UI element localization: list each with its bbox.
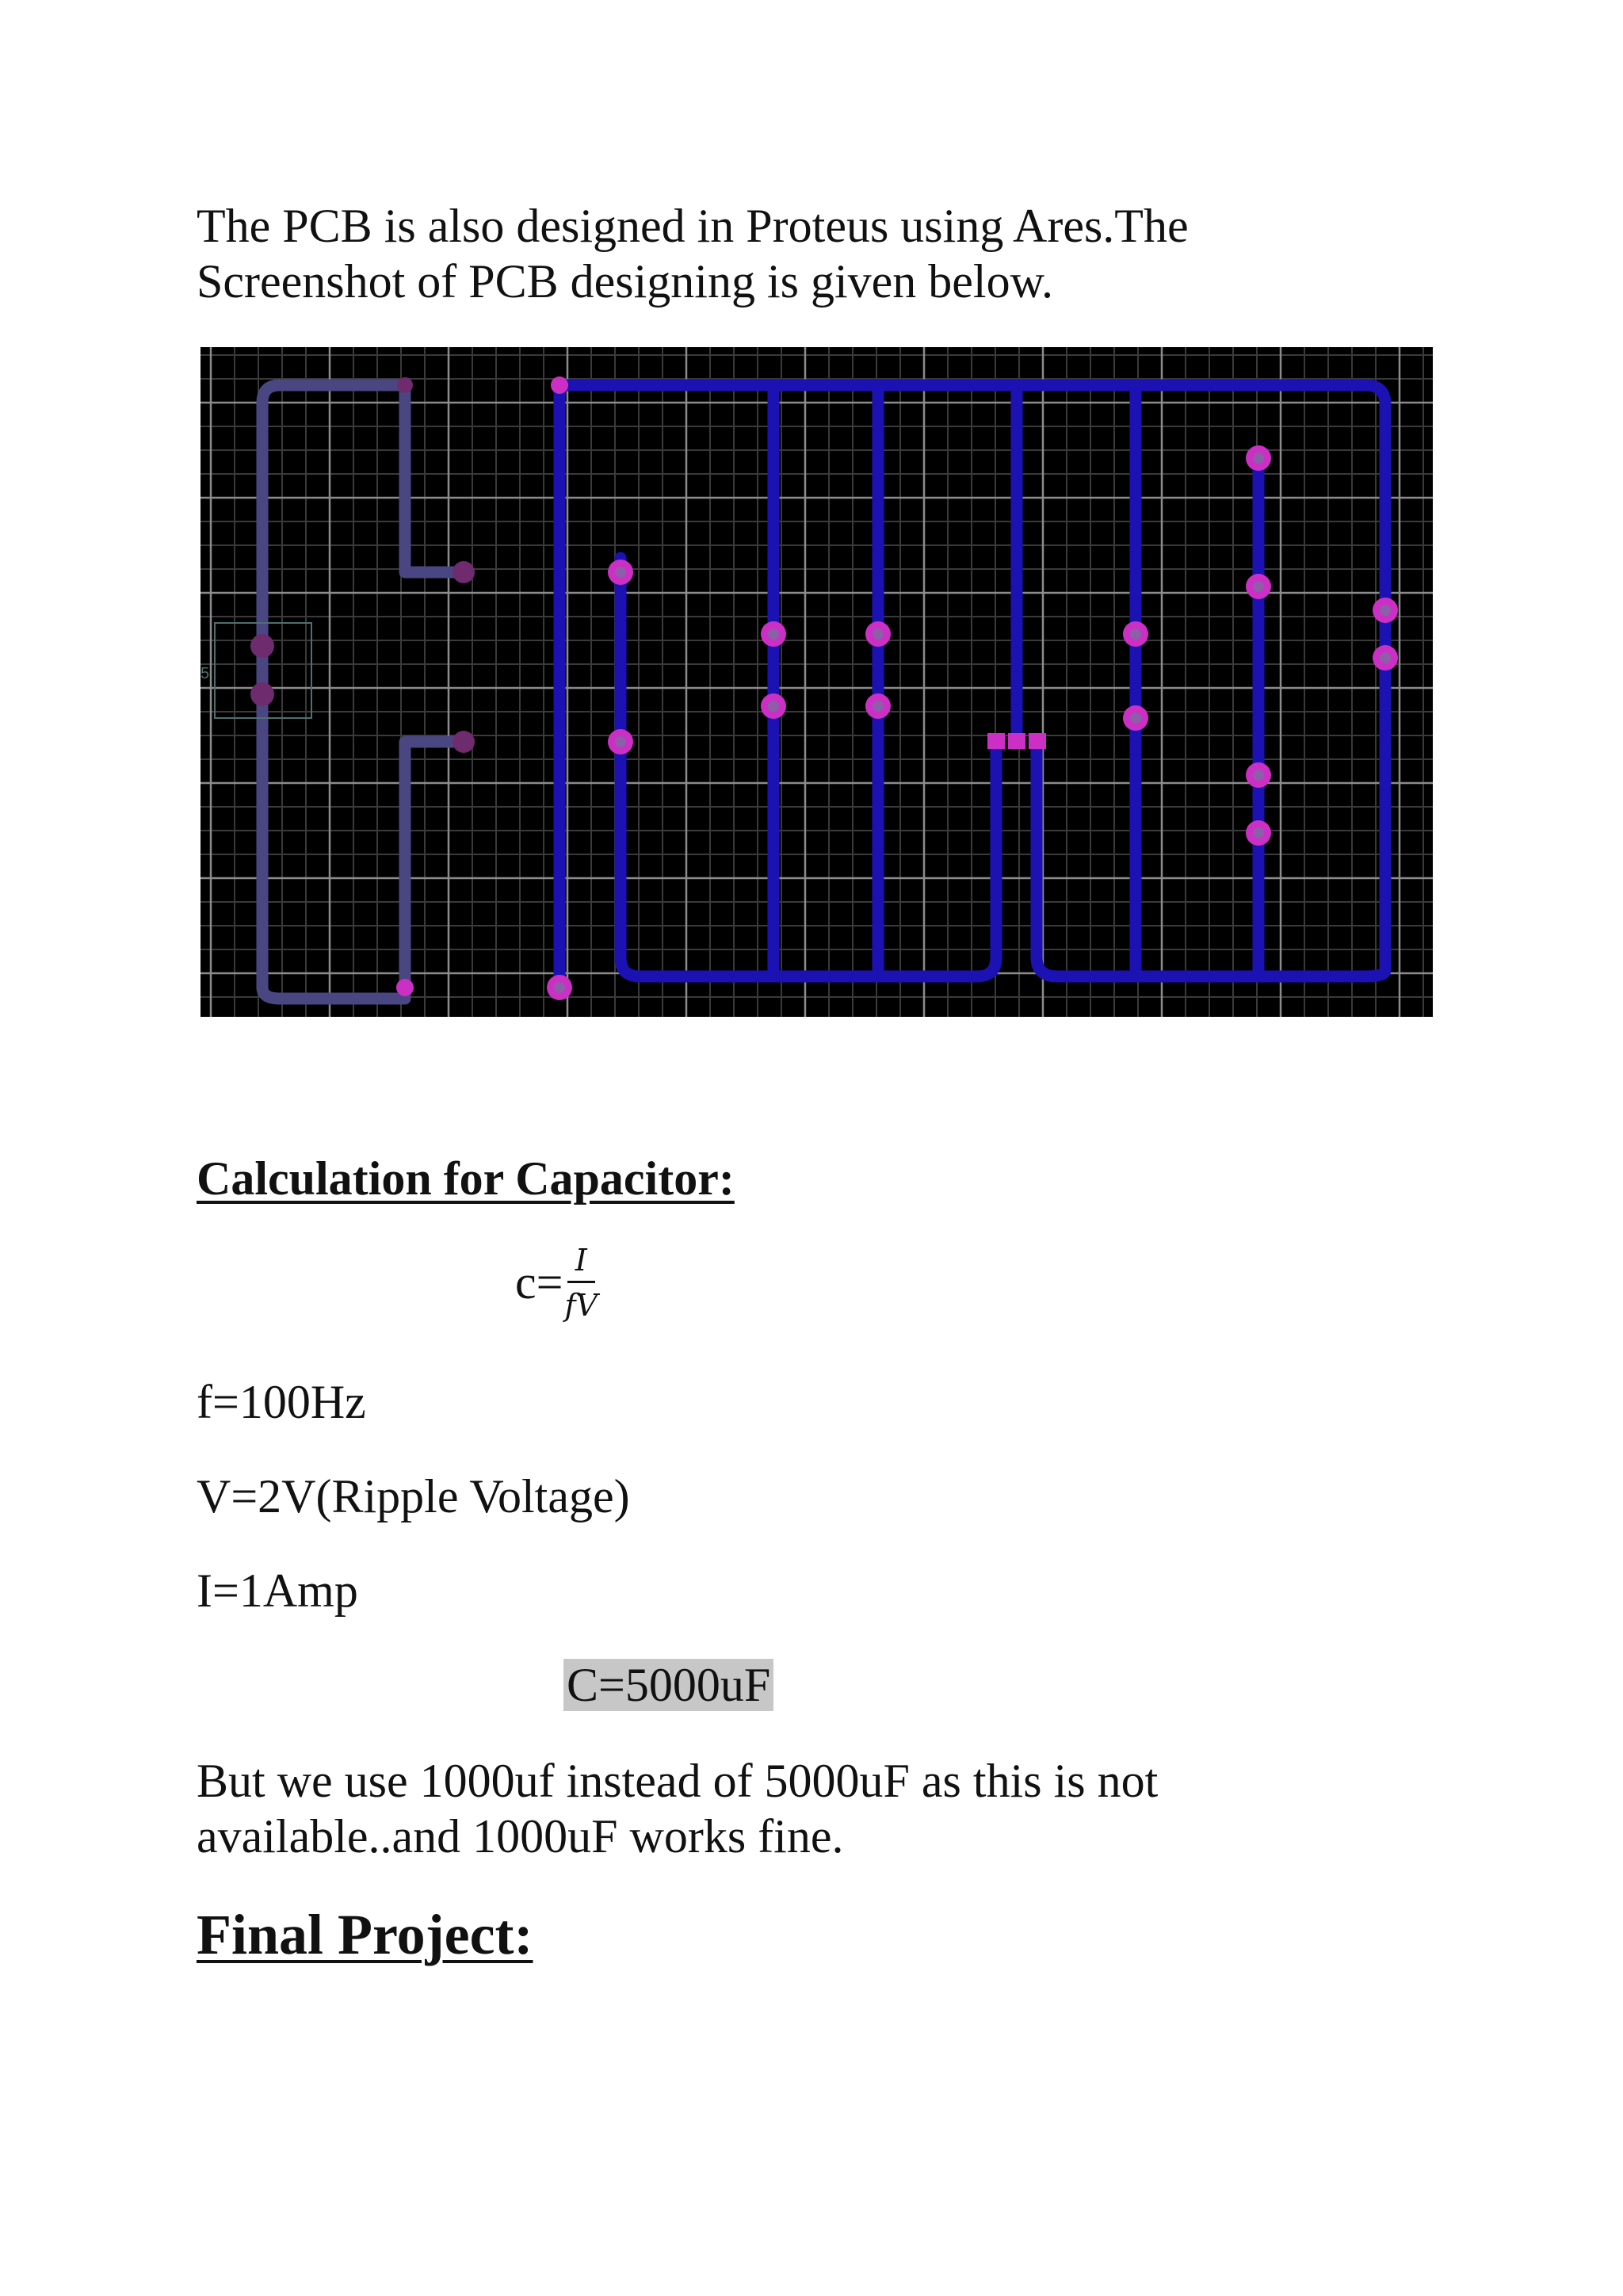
pad-hole	[1253, 453, 1264, 464]
note-line-1: But we use 1000uf instead of 5000uF as this is not	[197, 1755, 1159, 1807]
pad	[250, 682, 274, 706]
pad-hole	[1253, 827, 1264, 839]
pad-square	[987, 733, 1005, 749]
pad-hole	[1380, 652, 1391, 663]
final-project-heading: Final Project:	[197, 1903, 533, 1966]
formula-lhs: c=	[515, 1256, 563, 1308]
pad	[453, 731, 475, 753]
current-value: I=1Amp	[197, 1564, 358, 1617]
pad-hole	[873, 701, 884, 712]
capacitance-result-highlight: C=5000uF	[563, 1659, 773, 1711]
formula-numerator: I	[567, 1243, 595, 1283]
pad	[551, 376, 568, 394]
pad-hole	[554, 982, 565, 993]
note-line-2: available..and 1000uF works fine.	[197, 1810, 844, 1862]
intro-line-2: Screenshot of PCB designing is given below.	[197, 255, 1054, 308]
voltage-value: V=2V(Ripple Voltage)	[197, 1470, 630, 1522]
pad-hole	[615, 567, 626, 578]
pad-square	[1029, 733, 1046, 749]
pad-hole	[1380, 605, 1391, 616]
pad-hole	[1130, 628, 1141, 640]
capacitance-result	[563, 1657, 773, 1713]
pcb-background	[200, 347, 1433, 1017]
pad	[453, 561, 475, 583]
pad-hole	[768, 628, 779, 640]
intro-line-1: The PCB is also designed in Proteus using Ares.The	[197, 200, 1189, 252]
pad	[396, 979, 414, 996]
pcb-outline-label: 5	[200, 665, 210, 682]
calculation-heading: Calculation for Capacitor:	[197, 1152, 735, 1205]
pad-hole	[1253, 581, 1264, 592]
pcb-layout-screenshot	[200, 347, 1433, 1017]
pad	[397, 377, 413, 393]
pad-hole	[873, 628, 884, 640]
pad-hole	[1130, 712, 1141, 724]
formula-denominator: fV	[564, 1288, 598, 1323]
pad	[250, 634, 274, 658]
formula-fraction	[564, 1243, 598, 1323]
pad-hole	[768, 701, 779, 712]
pad-square	[1008, 733, 1025, 749]
capacitor-formula	[515, 1243, 598, 1323]
pad-hole	[615, 736, 626, 747]
frequency-value: f=100Hz	[197, 1376, 366, 1428]
pad-hole	[1253, 770, 1264, 781]
